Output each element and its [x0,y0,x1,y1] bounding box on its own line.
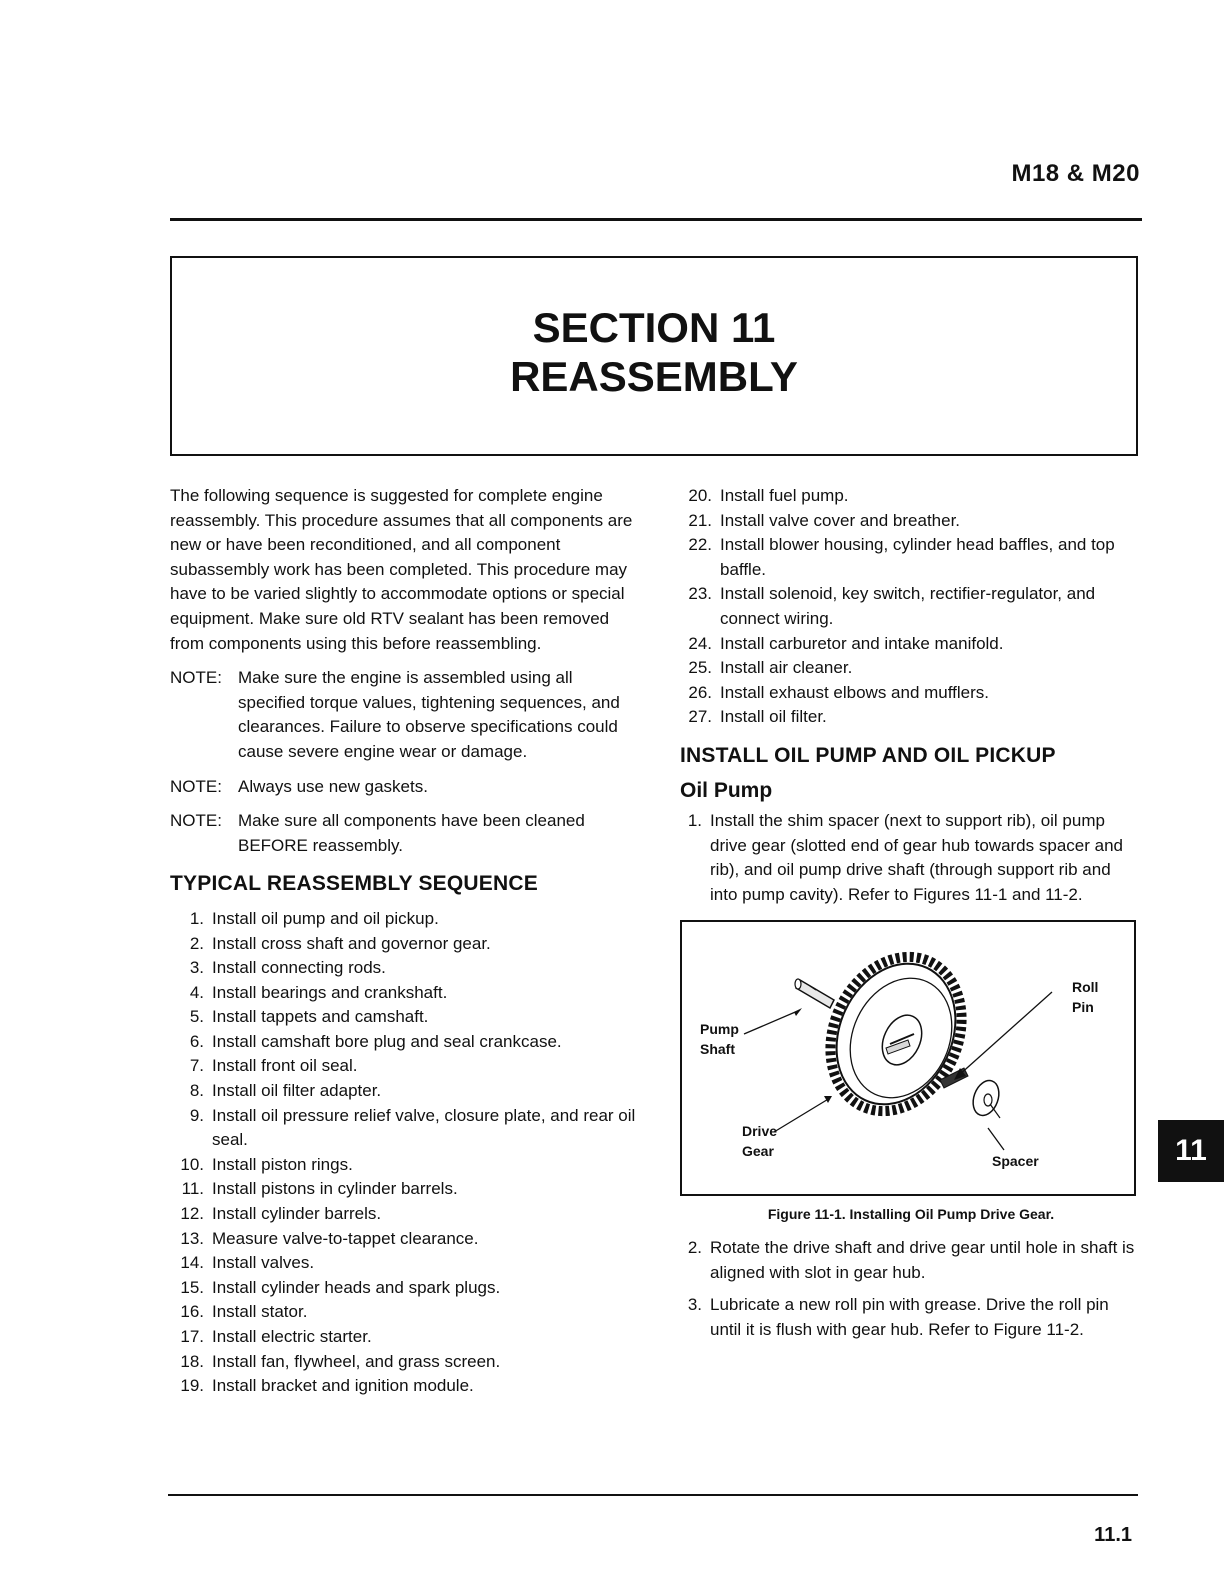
list-item [680,1236,1142,1285]
step-text: Install front oil seal. [212,1056,358,1076]
figure-caption: Figure 11-1. Installing Oil Pump Drive Gear. [767,1205,1055,1222]
pump-shaft-arrow-icon [794,1008,802,1016]
step-text: Install cylinder heads and spark plugs. [212,1277,501,1297]
spacer-label: Spacer [992,1152,1039,1169]
step-text: Install exhaust elbows and mufflers. [720,682,989,702]
list-item [680,705,1142,730]
step-number: 14. [180,1253,204,1273]
step-number: 24. [688,633,712,653]
sequence-list-continued [680,484,1142,730]
list-item [170,1079,640,1104]
step-number: 2. [189,933,204,953]
left-column [170,484,640,1399]
list-item [680,681,1142,706]
step-text: Install camshaft bore plug and seal crankcase. [212,1031,562,1051]
step-number: 5. [189,1007,204,1027]
step-text: Install stator. [212,1302,308,1322]
step-text: Install valve cover and breather. [720,510,961,530]
step-text: Install fan, flywheel, and grass screen. [212,1351,501,1371]
step-text: Install pistons in cylinder barrels. [212,1179,458,1199]
pump-shaft-label-2: Shaft [700,1040,735,1057]
step-text: Install oil pressure relief valve, closure plate, and rear oil seal. [212,1105,636,1150]
step-number: 18. [180,1351,204,1371]
section-tab: 11 [1158,1120,1224,1182]
step-text: Install tappets and camshaft. [212,1007,429,1027]
note [170,666,640,764]
drive-gear-leader [774,1098,830,1132]
step-number: 3. [189,958,204,978]
step-text: Install bearings and crankshaft. [212,982,448,1002]
pump-shaft-leader [744,1010,800,1034]
step-text: Install oil pump and oil pickup. [212,908,439,928]
page-number: 11.1 [1094,1524,1132,1546]
roll-pin-leader [958,992,1052,1076]
list-item [170,1054,640,1079]
gear-diagram [682,922,1134,1194]
list-item [170,907,640,932]
drive-gear-arrow-icon [824,1096,832,1103]
list-item [680,509,1142,534]
note-text: Make sure the engine is assembled using all specified torque values, tightening sequences, and clearances. Failure to observe specifications could cause severe engine wear or damage. [238,668,620,761]
oil-pump-subheading: Oil Pump [680,778,773,802]
note-label: NOTE: [170,776,222,796]
step-number: 1. [687,811,702,831]
section-number: SECTION 11 [532,304,776,351]
list-item [680,533,1142,582]
step-number: 4. [189,982,204,1002]
list-item [170,956,640,981]
intro-paragraph: The following sequence is suggested for complete engine reassembly. This procedure assumes that all components are new or have been reconditioned, and all component subassembly work has been completed. This procedure may have to be varied slightly to accommodate options or special equipment. Make sure old RTV sealant has been removed from components using this before reassembling. [170,486,633,653]
list-item [680,656,1142,681]
step-number: 25. [688,658,712,678]
list-item [170,1350,640,1375]
list-item [170,932,640,957]
roll-pin-label-1: Roll [1072,978,1099,995]
step-number: 6. [189,1031,204,1051]
list-item [680,582,1142,631]
step-number: 20. [688,486,712,505]
step-number: 9. [189,1105,204,1125]
step-number: 17. [180,1327,204,1346]
roll-pin-label-2: Pin [1072,998,1094,1015]
step-number: 3. [687,1295,702,1315]
list-item [170,981,640,1006]
step-text: Install the shim spacer (next to support rib), oil pump drive gear (slotted end of gear hub towards spacer and rib), and oil pump drive shaft (through support rib and into pump cavity). Refer to Figures 11-1 and 11-2. [710,811,1123,904]
step-number: 8. [189,1081,204,1101]
step-text: Install connecting rods. [212,958,386,978]
step-number: 27. [688,707,712,727]
section-title: REASSEMBLY [510,353,798,400]
step-number: 12. [180,1204,204,1224]
step-text: Lubricate a new roll pin with grease. Drive the roll pin until it is flush with gear hub. Refer to Figure 11-2. [710,1295,1109,1339]
header-rule [170,218,1142,221]
note-text: Make sure all components have been cleaned BEFORE reassembly. [238,811,585,855]
step-text: Install air cleaner. [720,658,853,678]
step-number: 2. [687,1238,702,1258]
step-text: Install solenoid, key switch, rectifier-regulator, and connect wiring. [720,584,1096,628]
step-number: 7. [189,1056,204,1076]
note [170,809,640,858]
spacer-leader [988,1128,1004,1150]
right-column [680,484,1142,1350]
list-item [170,1227,640,1252]
list-item [170,1374,640,1399]
oil-pump-section-heading: INSTALL OIL PUMP AND OIL PICKUP [680,743,1056,767]
step-text: Install bracket and ignition module. [212,1376,474,1396]
sequence-heading: TYPICAL REASSEMBLY SEQUENCE [170,872,538,896]
step-number: 11. [181,1179,204,1199]
list-item [170,1177,640,1202]
list-item [170,1153,640,1178]
step-number: 10. [180,1154,204,1174]
list-item [170,1005,640,1030]
section-title-box [170,256,1138,456]
note-label: NOTE: [170,668,222,688]
step-text: Install piston rings. [212,1154,353,1174]
step-number: 22. [688,535,712,555]
step-number: 15. [180,1277,204,1297]
step-text: Rotate the drive shaft and drive gear until hole in shaft is aligned with slot in gear hub. [710,1238,1135,1282]
step-number: 23. [688,584,712,604]
spacer-illustration [969,1076,1004,1118]
figure-oil-pump-drive-gear [680,920,1136,1196]
list-item [170,1276,640,1301]
list-item [680,809,1142,907]
model-label: M18 & M20 [1011,160,1140,187]
oil-pump-steps-continued [680,1236,1142,1342]
drive-gear-label-2: Gear [742,1142,774,1159]
step-text: Install electric starter. [212,1327,372,1346]
pump-shaft-label-1: Pump [700,1020,739,1037]
list-item [680,632,1142,657]
oil-pump-steps [680,809,1142,907]
step-number: 21. [688,510,712,530]
list-item [170,1030,640,1055]
step-number: 13. [180,1228,204,1248]
step-text: Install oil filter. [720,707,827,727]
list-item [170,1104,640,1153]
list-item [170,1300,640,1325]
step-text: Measure valve-to-tappet clearance. [212,1228,479,1248]
step-text: Install carburetor and intake manifold. [720,633,1004,653]
list-item [170,1202,640,1227]
list-item [170,1325,640,1350]
step-number: 26. [688,682,712,702]
step-text: Install cross shaft and governor gear. [212,933,491,953]
sequence-list [170,907,640,1399]
step-text: Install oil filter adapter. [212,1081,382,1101]
note [170,775,640,800]
step-text: Install valves. [212,1253,315,1273]
pump-shaft-illustration [795,979,834,1008]
drive-gear-label-1: Drive [742,1122,778,1139]
step-number: 19. [180,1376,204,1396]
note-text: Always use new gaskets. [238,776,428,796]
step-number: 16. [180,1302,204,1322]
drive-gear-illustration [806,935,986,1132]
list-item [680,484,1142,509]
note-label: NOTE: [170,811,222,831]
step-number: 1. [189,908,204,928]
step-text: Install fuel pump. [720,486,849,505]
step-text: Install cylinder barrels. [212,1204,382,1224]
step-text: Install blower housing, cylinder head baffles, and top baffle. [720,535,1115,579]
footer-rule [168,1494,1138,1496]
list-item [170,1251,640,1276]
list-item [680,1293,1142,1342]
